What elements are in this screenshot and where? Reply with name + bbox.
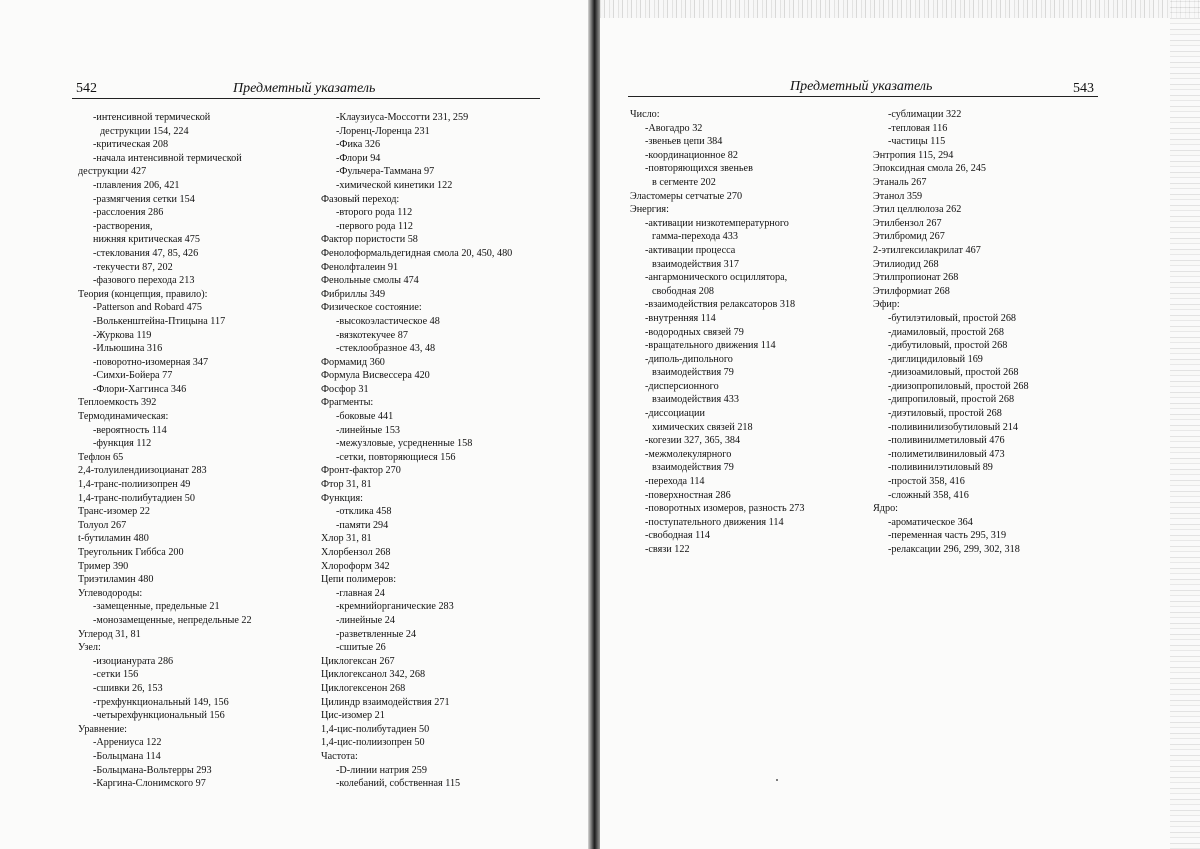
index-entry: -Ильюшина 316	[93, 343, 163, 355]
index-entry: -переменная часть 295, 319	[888, 530, 1007, 542]
index-entry: Энтропия 115, 294	[873, 149, 954, 161]
index-entry: нижняя критическая 475	[93, 234, 200, 246]
index-entry: -водородных связей 79	[645, 326, 744, 338]
index-entry: Формула Висвессера 420	[321, 370, 430, 382]
index-entry: Эфир:	[873, 299, 900, 311]
index-entry: Теплоемкость 392	[78, 397, 157, 409]
index-entry: -изоцианурата 286	[93, 655, 174, 667]
index-entry: Триэтиламин 480	[78, 574, 154, 586]
index-entry: -ароматическое 364	[888, 516, 973, 528]
index-entry: гамма-перехода 433	[652, 231, 738, 243]
index-entry: Фрагменты:	[321, 397, 374, 409]
index-entry: -диэтиловый, простой 268	[888, 408, 1002, 420]
index-entry: взаимодействия 317	[652, 258, 739, 270]
index-entry: Ядро:	[873, 503, 898, 515]
index-column-right-1	[630, 108, 804, 557]
index-entry: -памяти 294	[336, 519, 389, 531]
index-entry: -Аррениуса 122	[93, 737, 162, 749]
index-entry: -интенсивной термической	[93, 112, 211, 123]
book-gutter	[588, 0, 600, 849]
index-entry: Углеводороды:	[78, 587, 143, 599]
index-entry: -частицы 115	[888, 136, 946, 148]
index-entry: -полиметилвиниловый 473	[888, 448, 1005, 460]
index-entry: взаимодействия 79	[652, 462, 734, 474]
index-entry: -монозамещенные, непредельные 22	[93, 614, 252, 626]
index-entry: Хлорбензол 268	[321, 547, 391, 558]
index-entry: -активации процесса	[645, 244, 736, 256]
index-entry: -функция 112	[93, 438, 152, 450]
index-entry: -диамиловый, простой 268	[888, 326, 1004, 338]
index-entry: -Флори-Хаггинса 346	[93, 383, 187, 395]
index-entry: -поворотных изомеров, разность 273	[645, 503, 805, 515]
index-entry: Фенолоформальдегидная смола 20, 450, 480	[321, 247, 513, 259]
index-entry: -сублимации 322	[888, 109, 962, 120]
index-entry: взаимодействия 79	[652, 367, 734, 379]
index-entry: Тример 390	[78, 560, 129, 572]
index-entry: -Фика 326	[336, 139, 381, 151]
index-entry: Цепи полимеров:	[321, 574, 397, 586]
index-entry: Этилиодид 268	[873, 258, 939, 270]
index-entry: -трехфункциональный 149, 156	[93, 696, 229, 708]
index-entry: -первого рода 112	[336, 220, 413, 232]
index-entry: t-бутиламин 480	[78, 533, 149, 545]
index-entry: химических связей 218	[652, 421, 753, 433]
header-rule-right	[628, 96, 1098, 97]
page-number-left: 542	[76, 81, 97, 96]
index-entry: -четырехфункциональный 156	[93, 710, 225, 722]
index-entry: -вязкотекучее 87	[336, 329, 408, 341]
index-entry: -критическая 208	[93, 139, 169, 151]
index-entry: -второго рода 112	[336, 207, 413, 219]
index-entry: Уравнение:	[78, 723, 127, 735]
index-entry: -простой 358, 416	[888, 476, 965, 488]
index-entry: 1,4-транс-полиизопрен 49	[78, 479, 191, 491]
index-entry: -линейные 24	[336, 614, 395, 626]
index-entry: -межмолекулярного	[645, 448, 732, 460]
index-entry: -поворотно-изомерная 347	[93, 356, 209, 368]
index-entry: -высокоэластическое 48	[336, 315, 440, 327]
index-entry: Этилформиат 268	[873, 285, 950, 297]
index-entry: -Клаузиуса-Моссотти 231, 259	[336, 112, 469, 123]
index-entry: Этилбензол 267	[873, 217, 942, 229]
index-entry: -Флори 94	[336, 152, 381, 164]
index-entry: Фибриллы 349	[321, 288, 386, 300]
index-entry: -тепловая 116	[888, 122, 948, 134]
index-entry: -Больцмана 114	[93, 750, 161, 762]
index-entry: Фосфор 31	[321, 383, 369, 395]
index-entry: -сшитые 26	[336, 642, 386, 654]
index-entry: 1,4-цис-полиизопрен 50	[321, 737, 425, 749]
index-entry: свободная 208	[652, 285, 715, 297]
index-entry: Узел:	[78, 642, 101, 654]
index-entry: -диизопропиловый, простой 268	[888, 380, 1029, 392]
index-entry: -главная 24	[336, 587, 385, 599]
index-entry: Этил целлюлоза 262	[873, 204, 962, 216]
index-entry: Циклогексан 267	[321, 655, 395, 667]
index-entry: Термодинамическая:	[78, 411, 169, 423]
index-entry: Фронт-фактор 270	[321, 465, 401, 477]
index-entry: 2,4-толуилендиизоцианат 283	[78, 465, 207, 477]
index-entry: 2-этилгексилакрилат 467	[873, 244, 981, 256]
index-entry: -внутренняя 114	[645, 312, 716, 324]
index-entry: -поливинилметиловый 476	[888, 435, 1005, 447]
header-rule-left	[72, 98, 540, 99]
index-entry: -диглицидиловый 169	[888, 353, 983, 365]
index-entry: Фазовый переход:	[321, 193, 400, 205]
index-entry: Толуол 267	[78, 519, 127, 531]
index-entry: Этилбромид 267	[873, 231, 945, 243]
index-entry: -поверхностная 286	[645, 489, 731, 501]
index-entry: Циклогексенон 268	[321, 682, 406, 694]
index-entry: -колебаний, собственная 115	[336, 778, 461, 790]
index-entry: Треугольник Гиббса 200	[78, 547, 184, 558]
index-entry: -сложный 358, 416	[888, 489, 969, 501]
index-column-left-2	[321, 111, 512, 791]
index-entry: Частота:	[321, 750, 358, 762]
index-column-right-2	[873, 108, 1029, 557]
index-entry: Фенолфталеин 91	[321, 261, 399, 273]
index-entry: Эпоксидная смола 26, 245	[873, 163, 986, 175]
index-entry: Фенольные смолы 474	[321, 275, 419, 287]
index-entry: деструкции 427	[78, 166, 147, 178]
index-entry: -дибутиловый, простой 268	[888, 340, 1008, 352]
index-entry: -перехода 114	[645, 476, 705, 488]
index-entry: Этаналь 267	[873, 176, 927, 188]
left-page	[0, 0, 588, 849]
index-entry: -растворения,	[93, 220, 153, 232]
right-page	[600, 0, 1200, 849]
index-entry: Число:	[630, 109, 660, 120]
index-entry: -активации низкотемпературного	[645, 217, 789, 229]
index-entry: деструкции 154, 224	[100, 125, 189, 137]
index-entry: -повторяющихся звеньев	[645, 163, 753, 175]
index-entry: Формамид 360	[321, 356, 385, 368]
index-entry: Эластомеры сетчатые 270	[630, 190, 743, 202]
index-entry: Функция:	[321, 492, 363, 504]
scan-noise-top	[600, 0, 1200, 18]
index-entry: Фтор 31, 81	[321, 479, 372, 491]
page-number-right: 543	[1073, 81, 1094, 96]
index-entry: -Patterson and Robard 475	[93, 302, 202, 314]
index-entry: Этилпропионат 268	[873, 272, 959, 284]
index-entry: -расслоения 286	[93, 207, 164, 219]
index-entry: -боковые 441	[336, 411, 394, 423]
index-entry: взаимодействия 433	[652, 394, 739, 406]
index-entry: -химической кинетики 122	[336, 179, 453, 191]
index-entry: -разветвленные 24	[336, 628, 417, 640]
index-entry: -стеклообразное 43, 48	[336, 343, 436, 355]
index-entry: -когезии 327, 365, 384	[645, 435, 741, 447]
index-entry: Этанол 359	[873, 190, 923, 202]
index-entry: -Фульчера-Таммана 97	[336, 166, 435, 178]
index-column-left-1	[78, 111, 252, 791]
index-entry: Физическое состояние:	[321, 302, 422, 314]
index-entry: -замещенные, предельные 21	[93, 601, 220, 613]
index-entry: Тефлон 65	[78, 451, 124, 463]
scan-noise-right	[1170, 0, 1200, 849]
index-entry: -кремнийорганические 283	[336, 601, 454, 613]
index-entry: -поливинилэтиловый 89	[888, 462, 993, 474]
index-entry: -вероятность 114	[93, 424, 167, 436]
index-entry: -взаимодействия релаксаторов 318	[645, 299, 796, 311]
index-entry: -диссоциации	[645, 408, 705, 420]
index-entry: -размягчения сетки 154	[93, 193, 195, 205]
index-entry: -текучести 87, 202	[93, 261, 173, 273]
index-entry: -Волькенштейна-Птицына 117	[93, 315, 226, 327]
index-entry: Хлор 31, 81	[321, 533, 372, 545]
index-entry: -Журкова 119	[93, 329, 152, 341]
index-entry: -фазового перехода 213	[93, 275, 195, 287]
index-entry: -дипропиловый, простой 268	[888, 394, 1015, 406]
index-entry: -межузловые, усредненные 158	[336, 438, 473, 450]
index-entry: Транс-изомер 22	[78, 506, 150, 518]
index-entry: -Больцмана-Вольтерры 293	[93, 764, 212, 776]
index-entry: -поступательного движения 114	[645, 516, 784, 528]
index-entry: -отклика 458	[336, 506, 392, 518]
index-entry: -звеньев цепи 384	[645, 136, 723, 148]
index-entry: Фактор пористости 58	[321, 234, 418, 246]
index-entry: -Симхи-Бойера 77	[93, 370, 173, 382]
index-entry: -сетки 156	[93, 669, 139, 681]
index-entry: -Авогадро 32	[645, 122, 703, 134]
index-entry: -начала интенсивной термической	[93, 152, 242, 164]
index-entry: -поливинилизобутиловый 214	[888, 421, 1019, 433]
index-entry: Теория (концепция, правило):	[78, 288, 208, 300]
index-entry: -ангармонического осциллятора,	[645, 272, 788, 284]
running-title-left: Предметный указатель	[233, 81, 376, 96]
index-entry: -бутилэтиловый, простой 268	[888, 312, 1017, 324]
index-entry: Цилиндр взаимодействия 271	[321, 696, 450, 708]
scan-speck	[776, 779, 778, 781]
index-entry: -Каргина-Слонимского 97	[93, 778, 206, 790]
index-entry: -свободная 114	[645, 530, 711, 542]
index-entry: 1,4-цис-полибутадиен 50	[321, 723, 430, 735]
index-entry: -плавления 206, 421	[93, 179, 180, 191]
index-entry: -Лоренц-Лоренца 231	[336, 125, 430, 137]
index-entry: -релаксации 296, 299, 302, 318	[888, 544, 1020, 555]
index-entry: -вращательного движения 114	[645, 340, 776, 352]
index-entry: -сетки, повторяющиеся 156	[336, 451, 456, 463]
index-entry: -стеклования 47, 85, 426	[93, 247, 199, 259]
index-entry: Энергия:	[630, 204, 669, 216]
index-entry: Циклогексанол 342, 268	[321, 669, 426, 681]
index-entry: Хлороформ 342	[321, 560, 390, 572]
index-entry: -сшивки 26, 153	[93, 682, 163, 694]
index-entry: -D-линии натрия 259	[336, 764, 427, 776]
index-entry: Цис-изомер 21	[321, 710, 385, 722]
index-entry: -линейные 153	[336, 424, 401, 436]
running-title-right: Предметный указатель	[790, 79, 933, 94]
index-entry: -дисперсионного	[645, 380, 719, 392]
index-entry: -связи 122	[645, 544, 690, 555]
index-entry: 1,4-транс-полибутадиен 50	[78, 492, 195, 504]
index-entry: -диполь-дипольного	[645, 353, 733, 365]
index-entry: в сегменте 202	[652, 176, 716, 188]
index-entry: -координационное 82	[645, 149, 738, 161]
index-entry: Углерод 31, 81	[78, 628, 141, 640]
index-entry: -диизоамиловый, простой 268	[888, 367, 1019, 379]
